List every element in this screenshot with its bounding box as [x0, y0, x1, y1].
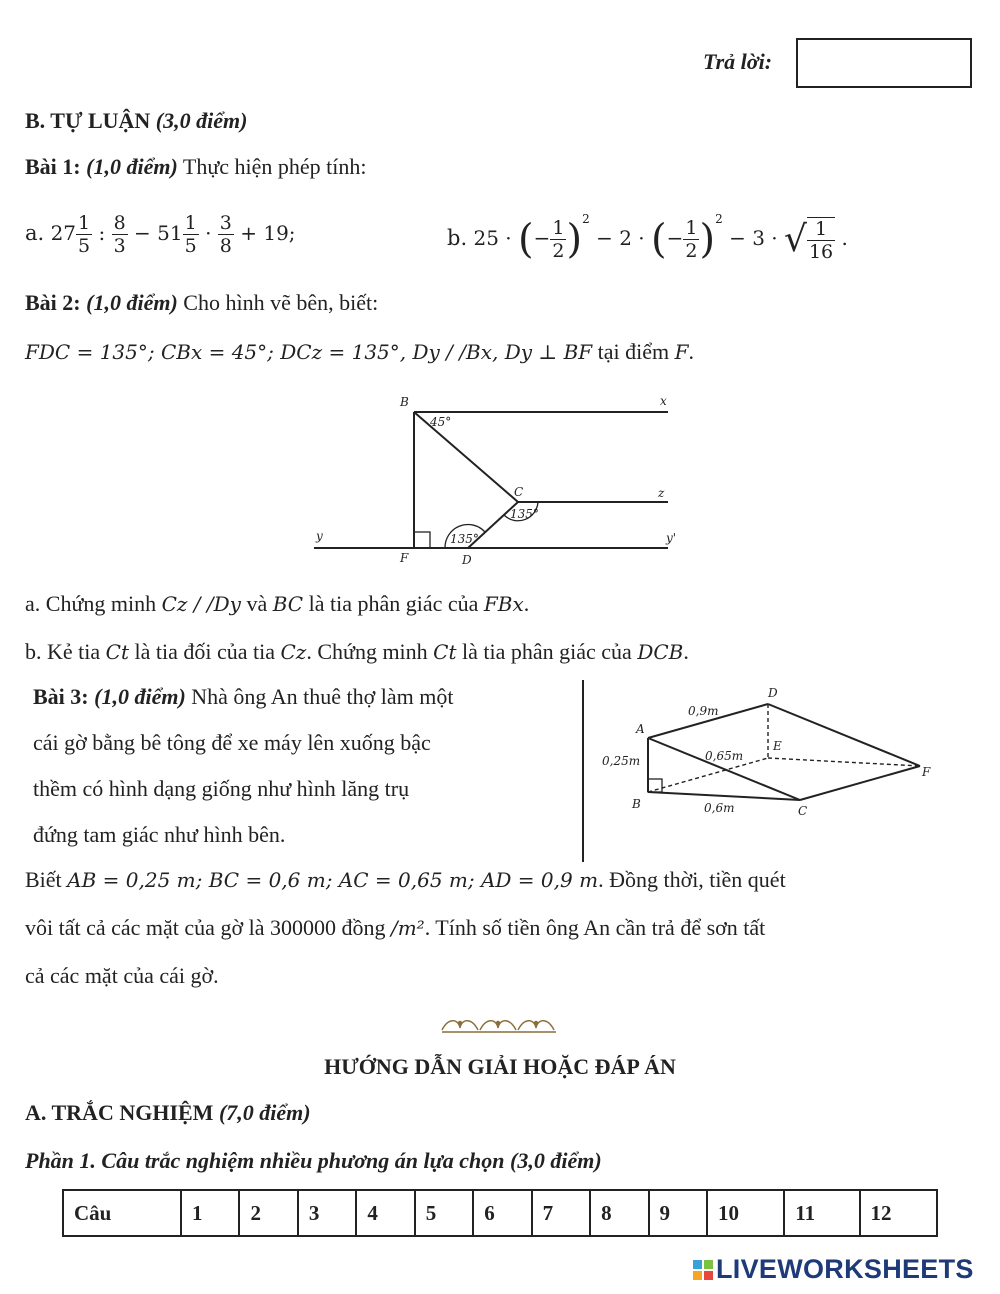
bai2-given: FDC = 135°; CBx = 45°; DCz = 135°, Dy / /Bx, Dy ⊥ BF tại điểm F.	[25, 339, 695, 364]
answer-table	[62, 1189, 938, 1237]
bai2-figure	[300, 390, 700, 570]
edge-bc	[648, 792, 800, 800]
answers-title: HƯỚNG DẪN GIẢI HOẶC ĐÁP ÁN	[324, 1054, 676, 1079]
table-header-cell: 3	[298, 1190, 356, 1236]
bai1-b-label: b.	[447, 226, 468, 250]
bai2-a-math3: FBx	[483, 592, 524, 616]
table-header-cell: 11	[784, 1190, 859, 1236]
bai1-a-expression: a. 27 $\frac{1}{5}$ : $\frac{8}{3}$ − 51 $\frac{1}{5}$ · $\frac{3}{8}$ + 19;	[25, 212, 296, 257]
bai2-b-text3: . Chứng minh	[306, 639, 428, 664]
fig2-label-c: C	[514, 485, 524, 499]
bai3-figure	[592, 680, 942, 830]
bai3-line2-a: vôi tất cả các mặt của gờ là 300000 đồng	[25, 915, 386, 940]
bai2-a-math2: BC	[272, 592, 304, 616]
right-angle-mark	[414, 532, 430, 548]
fig3-label-06m: 0,6m	[704, 801, 735, 815]
ornament-divider	[438, 1014, 562, 1038]
bai2-a-text4: .	[523, 591, 530, 616]
fig2-label-d: D	[462, 553, 472, 567]
table-header-cell: Câu	[63, 1190, 181, 1236]
fig2-label-f: F	[400, 551, 409, 565]
bai2-b-text2: là tia đối của tia	[134, 639, 275, 664]
fig2-label-135-d: 135°	[450, 532, 479, 546]
bai2-b-text5: .	[683, 639, 689, 664]
bai3-given-suffix: . Đồng thời, tiền quét	[598, 867, 786, 892]
table-header-cell: 1	[181, 1190, 239, 1236]
bai2-given-point: F	[674, 340, 689, 364]
bai1-points: (1,0 điểm)	[86, 154, 178, 179]
answer-label: Trả lời:	[703, 49, 773, 74]
table-row	[63, 1190, 937, 1236]
bai3-label: Bài 3:	[33, 684, 89, 709]
bai3-line-3: thềm có hình dạng giống như hình lăng trụ	[33, 776, 410, 801]
bai3-given-line-1	[25, 867, 786, 893]
fig3-label-e: E	[773, 739, 782, 753]
bai3-given-line-3: cả các mặt của cái gờ.	[25, 963, 219, 988]
section-b-points: (3,0 điểm)	[155, 108, 248, 133]
table-header-cell: 6	[473, 1190, 531, 1236]
fig3-label-a: A	[636, 722, 645, 736]
fig3-label-b: B	[632, 797, 641, 811]
bai2-a-text3: là tia phân giác của	[308, 591, 479, 616]
bai2-points: (1,0 điểm)	[86, 290, 178, 315]
fig2-label-x: x	[660, 394, 667, 408]
bai2-label: Bài 2:	[25, 290, 81, 315]
bai1-label: Bài 1:	[25, 154, 81, 179]
table-header-cell: 8	[590, 1190, 648, 1236]
bai2-part-a	[25, 591, 529, 617]
part1-heading: Phần 1. Câu trắc nghiệm nhiều phương án lựa chọn (3,0 điểm)	[25, 1148, 602, 1173]
bai2-given-math: FDC = 135°; CBx = 45°; DCz = 135°, Dy / /Bx, Dy ⊥ BF	[25, 340, 593, 364]
bai1-heading	[25, 154, 367, 180]
fig3-label-025m: 0,25m	[602, 754, 641, 768]
fig2-label-yprime: y'	[666, 531, 677, 545]
section-a-title: A. TRẮC NGHIỆM	[25, 1100, 214, 1125]
bai3-line-4: đứng tam giác như hình bên.	[33, 822, 286, 847]
section-a-heading	[25, 1100, 311, 1126]
bai3-line2-unit: /m²	[390, 916, 425, 940]
fig3-label-c: C	[798, 804, 808, 818]
bai3-line-2: cái gờ bằng bê tông để xe máy lên xuống bậc	[33, 730, 431, 755]
bai2-part-b	[25, 639, 689, 665]
fig2-label-45: 45°	[430, 415, 452, 429]
edge-ef-hidden	[768, 758, 920, 766]
answer-input-box[interactable]	[796, 38, 972, 88]
bai2-b-math4: DCB	[637, 640, 684, 664]
fig3-label-f: F	[922, 765, 931, 779]
bai3-given-math: AB = 0,25 m; BC = 0,6 m; AC = 0,65 m; AD = 0,9 m	[67, 868, 599, 892]
bai1-a-label: a.	[25, 221, 45, 245]
bai2-b-math1: Ct	[105, 640, 129, 664]
fig2-label-y: y	[316, 529, 323, 543]
bai3-line2-b: . Tính số tiền ông An cần trả để sơn tất	[424, 915, 766, 940]
bai3-given-line-2	[25, 915, 765, 941]
liveworksheets-logo-icon	[692, 1259, 714, 1281]
bai1-text: Thực hiện phép tính:	[182, 154, 367, 179]
bai2-heading	[25, 290, 378, 316]
table-header-cell: 9	[649, 1190, 707, 1236]
bai2-given-tail: tại điểm	[597, 339, 670, 364]
bai2-b-math3: Ct	[433, 640, 457, 664]
bai2-a-text1: a. Chứng minh	[25, 591, 157, 616]
section-b-heading	[25, 108, 247, 134]
table-header-cell: 4	[356, 1190, 414, 1236]
fig3-label-09m: 0,9m	[688, 704, 719, 718]
bai1-b-expression: b. 25 · (− $\frac{1}{2}$ )$^2$ − 2 · (− $\frac{1}{2}$ )$^2$ − 3 · √ $\frac{1}{16}$ .	[447, 212, 848, 263]
section-a-points: (7,0 điểm)	[218, 1100, 311, 1125]
bai3-text-1: Nhà ông An thuê thợ làm một	[191, 684, 454, 709]
table-header-cell: 12	[860, 1190, 937, 1236]
bai3-line-1	[33, 684, 453, 710]
bai2-a-text2: và	[246, 591, 268, 616]
table-header-cell: 7	[532, 1190, 590, 1236]
fig2-label-b: B	[400, 395, 409, 409]
fig2-label-z: z	[658, 486, 665, 500]
fig3-label-065m: 0,65m	[705, 749, 744, 763]
bai2-a-math1: Cz / /Dy	[161, 592, 241, 616]
table-header-cell: 2	[239, 1190, 297, 1236]
fig2-label-135-c: 135°	[510, 507, 539, 521]
section-b-title: B. TỰ LUẬN	[25, 108, 151, 133]
bai2-b-text1: b. Kẻ tia	[25, 639, 101, 664]
edge-df	[768, 704, 920, 766]
bai3-given-prefix: Biết	[25, 867, 62, 892]
table-header-cell: 10	[707, 1190, 784, 1236]
table-header-cell: 5	[415, 1190, 473, 1236]
liveworksheets-logo	[692, 1254, 974, 1285]
bai2-text: Cho hình vẽ bên, biết:	[183, 290, 379, 315]
edge-cf	[800, 766, 920, 800]
bai2-b-text4: là tia phân giác của	[462, 639, 632, 664]
bai3-divider	[582, 680, 584, 862]
fig3-label-d: D	[768, 686, 778, 700]
liveworksheets-logo-text: LIVEWORKSHEETS	[716, 1254, 974, 1284]
bai2-b-math2: Cz	[280, 640, 307, 664]
bai3-points: (1,0 điểm)	[94, 684, 186, 709]
